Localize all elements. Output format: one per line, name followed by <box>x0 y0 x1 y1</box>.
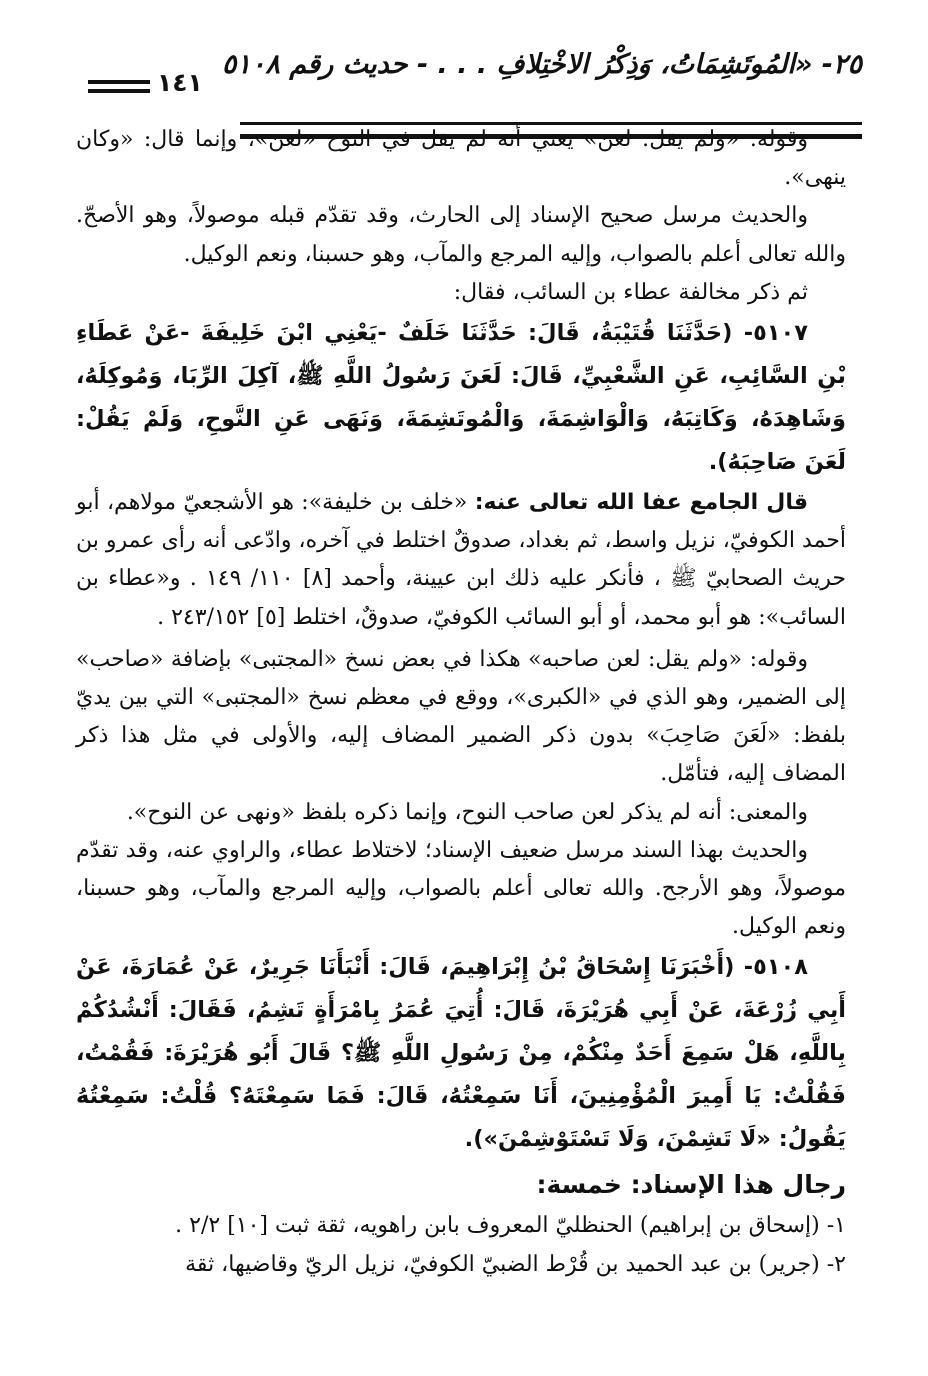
paragraph: وقوله: «ولم يقل: لعن صاحبه» هكذا في بعض نسخ «المجتبى» بإضافة «صاحب» إلى الضمير، وهو الذي في «الكبرى»، ووقع في معظم نسخ «المجتبى» التي بين يديّ بلفظ: «لَعَنَ صَاحِبَ» بدون ذكر الضمير المضاف إليه، والأولى في مثل هذا ذكر المضاف إليه، فتأمّل. <box>76 646 846 787</box>
paragraph: وقوله: «ولم يقل: لعن» يعني أنه لم يقل في النوح «لعن»، وإنما قال: «وكان ينهى». <box>76 127 846 191</box>
commentary-paragraph <box>76 484 846 637</box>
paragraph: والحديث مرسل صحيح الإسناد إلى الحارث، وقد تقدّم قبله موصولاً، وهو الأصحّ. والله تعالى أعلم بالصواب، وإليه المرجع والمآب، وهو حسبنا، ونعم الوكيل. <box>76 203 846 267</box>
commentary-lead: قال الجامع عفا الله تعالى عنه: <box>474 490 808 516</box>
page-body <box>76 121 846 1285</box>
narrator-entry: ١- (إسحاق بن إبراهيم) الحنظليّ المعروف بابن راهويه، ثقة ثبت [١٠] ٢/٢ . <box>175 1213 846 1239</box>
hadith-5107: ٥١٠٧- (حَدَّثَنَا قُتَيْبَةُ، قَالَ: حَدَّثَنَا خَلَفٌ -يَعْنِي ابْنَ خَلِيفَةَ -عَنْ عَطَاءِ بْنِ السَّائِبِ، عَنِ الشَّعْبِيِّ، قَالَ: لَعَنَ رَسُولُ اللَّهِ ﷺ، آكِلَ الرِّبَا، وَمُوكِلَهُ، وَشَاهِدَهُ، وَكَاتِبَهُ، وَالْوَاشِمَةَ، وَالْمُوتَشِمَةَ، وَنَهَى عَنِ النَّوحِ، وَلَمْ يَقُلْ: لَعَنَ صَاحِبَهُ). <box>76 320 846 476</box>
narrator-entry: ٢- (جرير) بن عبد الحميد بن قُرْط الضبيّ الكوفيّ، نزيل الريّ وقاضيها، ثقة <box>185 1252 846 1278</box>
section-heading: رجال هذا الإسناد: خمسة: <box>536 1170 846 1200</box>
hadith-5108: ٥١٠٨- (أَخْبَرَنَا إِسْحَاقُ بْنُ إِبْرَاهِيمَ، قَالَ: أَنْبَأَنَا جَرِيرٌ، عَنْ عُمَارَةَ، عَنْ أَبِي زُرْعَةَ، عَنْ أَبِي هُرَيْرَةَ، قَالَ: أُتِيَ عُمَرُ بِامْرَأَةٍ تَشِمُ، فَقَالَ: أَنْشُدُكُمْ بِاللَّهِ، هَلْ سَمِعَ أَحَدٌ مِنْكُمْ، مِنْ رَسُولِ اللَّهِ ﷺ؟ قَالَ أَبُو هُرَيْرَةَ: فَقُمْتُ، فَقُلْتُ: يَا أَمِيرَ الْمُؤْمِنِينَ، أَنَا سَمِعْتُهُ، قَالَ: فَمَا سَمِعْتَهُ؟ قُلْتُ: سَمِعْتُهُ يَقُولُ: «لَا تَشِمْنَ، وَلَا تَسْتَوْشِمْنَ»). <box>76 954 846 1153</box>
paragraph: ثم ذكر مخالفة عطاء بن السائب، فقال: <box>453 279 808 305</box>
paragraph: والحديث بهذا السند مرسل ضعيف الإسناد؛ لاختلاط عطاء، والراوي عنه، وقد تقدّم موصولاً، وهو الأرجح. والله تعالى أعلم بالصواب، وإليه المرجع والمآب، وهو حسبنا، ونعم الوكيل. <box>76 837 846 940</box>
paragraph: والمعنى: أنه لم يذكر لعن صاحب النوح، وإنما ذكره بلفظ «ونهى عن النوح». <box>126 799 808 825</box>
page-number: ١٤١ <box>157 68 203 97</box>
page-number-rule-bottom <box>88 89 150 93</box>
commentary-text: «خلف بن خليفة»: هو الأشجعيّ مولاهم، أبو أحمد الكوفيّ، نزيل واسط، ثم بغداد، صدوقٌ اختلط في آخره، وادّعى أنه رأى عمرو بن حريث الصحابيّ ﷺ ، فأنكر عليه ذلك ابن عيينة، وأحمد [٨] ١١٠/ ١٤٩ . و«عطاء بن السائب»: هو أبو محمد، أو أبو السائب الكوفيّ، صدوقٌ، اختلط [٥] ٢٤٣/١٥٢ . <box>76 490 846 630</box>
running-title: ٢٥- «المُوتَشِمَاتُ، وَذِكْرُ الاخْتِلافِ . . . - حديث رقم ٥١٠٨ <box>221 49 862 80</box>
page-number-rule-top <box>88 80 150 84</box>
